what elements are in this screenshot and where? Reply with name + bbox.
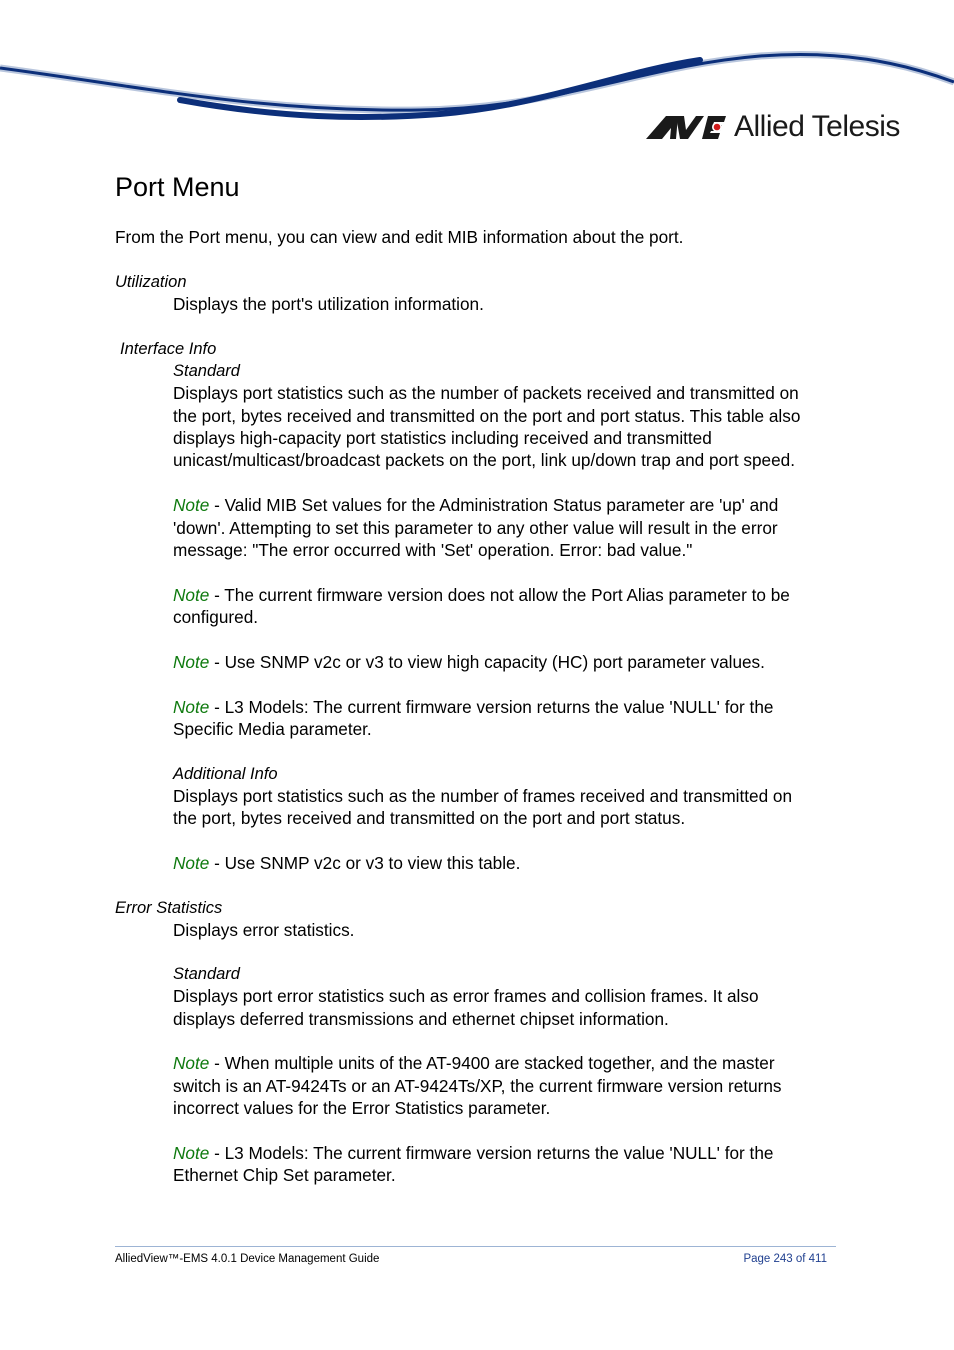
footer-page-number: Page 243 of 411 xyxy=(743,1253,827,1265)
intro-text: From the Port menu, you can view and edit MIB information about the port. xyxy=(115,227,684,247)
note-text: - When multiple units of the AT-9400 are stacked together, and the master xyxy=(209,1053,775,1073)
note-line: configured. xyxy=(173,607,259,627)
allied-telesis-logo xyxy=(646,110,900,144)
note-stacked-units xyxy=(173,1052,775,1074)
note-text: - Use SNMP v2c or v3 to view this table. xyxy=(209,853,521,873)
error-standard-line: displays deferred transmissions and ethernet chipset information. xyxy=(173,1009,669,1029)
error-statistics-heading: Error Statistics xyxy=(115,899,223,917)
note-label: Note xyxy=(173,853,210,873)
note-l3-specific-media xyxy=(173,696,773,718)
note-line: switch is an AT-9424Ts or an AT-9424Ts/XP, the current firmware version returns xyxy=(173,1076,782,1096)
note-text: - Use SNMP v2c or v3 to view high capacity (HC) port parameter values. xyxy=(209,652,765,672)
note-line: message: "The error occurred with 'Set' operation. Error: bad value." xyxy=(173,540,693,560)
note-label: Note xyxy=(173,585,210,605)
additional-info-line: Displays port statistics such as the number of frames received and transmitted on xyxy=(173,786,793,806)
note-snmp-hc xyxy=(173,651,765,673)
note-admin-status xyxy=(173,494,778,516)
error-standard-line: Displays port error statistics such as error frames and collision frames. It also xyxy=(173,986,759,1006)
error-standard-heading: Standard xyxy=(173,965,240,983)
utilization-description: Displays the port's utilization information. xyxy=(173,294,484,314)
additional-info-line: the port, bytes received and transmitted on the port and port status. xyxy=(173,808,686,828)
interface-info-heading: Interface Info xyxy=(120,340,217,358)
allied-telesis-mark-icon xyxy=(646,114,726,140)
note-port-alias xyxy=(173,584,790,606)
interface-standard-line: unicast/multicast/broadcast packets on the port, link up/down trap and port speed. xyxy=(173,450,795,470)
note-text: - L3 Models: The current firmware version returns the value 'NULL' for the xyxy=(209,1143,774,1163)
page-title: Port Menu xyxy=(115,172,240,202)
note-label: Note xyxy=(173,697,210,717)
error-statistics-description: Displays error statistics. xyxy=(173,920,355,940)
note-snmp-table xyxy=(173,852,520,874)
footer-divider xyxy=(115,1246,836,1247)
note-label: Note xyxy=(173,1143,210,1163)
interface-standard-heading: Standard xyxy=(173,362,240,380)
note-line: Specific Media parameter. xyxy=(173,719,372,739)
note-label: Note xyxy=(173,1053,210,1073)
interface-standard-line: the port, bytes received and transmitted on the port and port status. This table also xyxy=(173,406,801,426)
utilization-heading: Utilization xyxy=(115,273,187,291)
logo-wordmark: Allied Telesis xyxy=(734,110,900,143)
note-line: Ethernet Chip Set parameter. xyxy=(173,1165,396,1185)
additional-info-heading: Additional Info xyxy=(173,765,278,783)
footer-guide-title: AlliedView™-EMS 4.0.1 Device Management Guide xyxy=(115,1253,380,1265)
note-line: incorrect values for the Error Statistics parameter. xyxy=(173,1098,551,1118)
note-text: - L3 Models: The current firmware version returns the value 'NULL' for the xyxy=(209,697,774,717)
note-label: Note xyxy=(173,495,210,515)
interface-standard-line: displays high-capacity port statistics including received and transmitted xyxy=(173,428,712,448)
note-text: - Valid MIB Set values for the Administration Status parameter are 'up' and xyxy=(209,495,779,515)
note-l3-chip-set xyxy=(173,1142,773,1164)
note-text: - The current firmware version does not allow the Port Alias parameter to be xyxy=(209,585,790,605)
note-line: 'down'. Attempting to set this parameter to any other value will result in the error xyxy=(173,518,778,538)
interface-standard-line: Displays port statistics such as the number of packets received and transmitted on xyxy=(173,383,799,403)
note-label: Note xyxy=(173,652,210,672)
